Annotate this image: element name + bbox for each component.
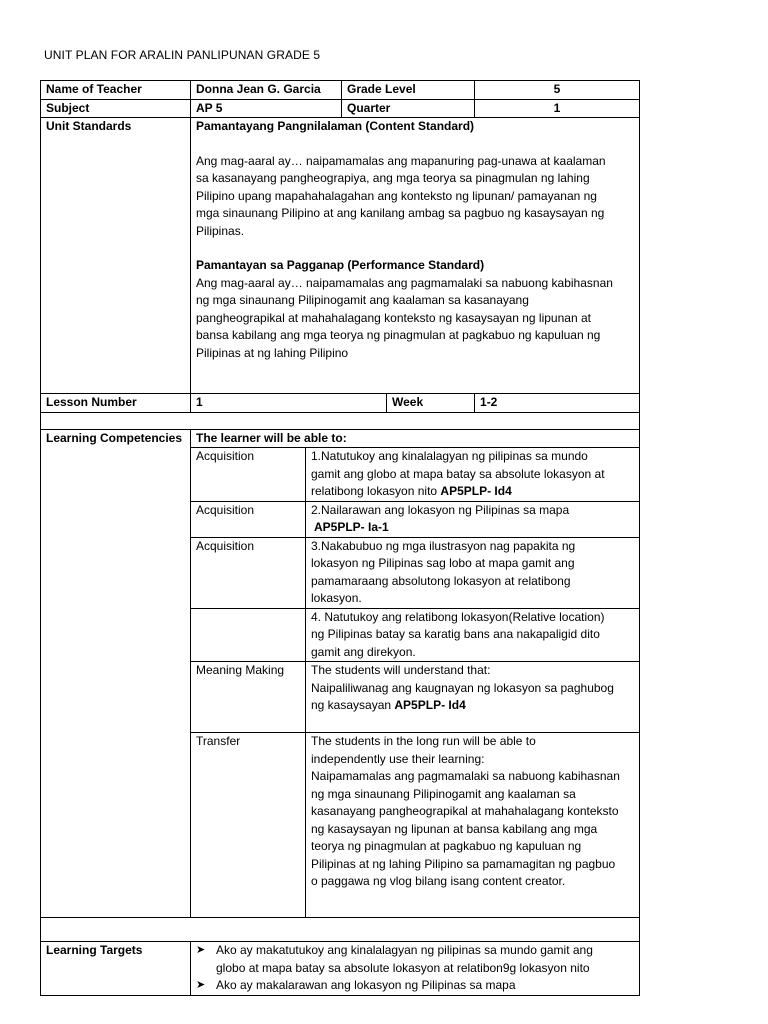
performance-standard-line: pangheograpikal at mahahalagang konteksto ng kasaysayan ng lipunan at	[196, 310, 591, 325]
competency-line: The students will understand that:	[311, 663, 491, 677]
quarter-label: Quarter	[342, 99, 475, 118]
quarter-value: 1	[475, 99, 640, 118]
content-standard-line: Pilipino upang mapahahalagahan ang konteksto ng lipunan/ pamayanan ng	[196, 188, 597, 203]
lesson-number-value: 1	[191, 394, 387, 413]
week-label: Week	[387, 394, 475, 413]
competency-type	[191, 608, 306, 662]
competency-type: Transfer	[191, 733, 306, 918]
performance-standard-line: ng mga sinaunang Pilipinogamit ang kaalaman sa kasanayang	[196, 293, 529, 307]
competency-text	[306, 448, 640, 502]
performance-standard-line: Pilipinas at ng lahing Pilipino	[196, 345, 349, 360]
competency-type: Acquisition	[191, 501, 306, 537]
grade-level-value: 5	[475, 81, 640, 100]
teacher-label: Name of Teacher	[41, 81, 191, 100]
unit-standards-content	[191, 118, 640, 394]
spacer-row	[41, 918, 640, 942]
competency-line: Naipaliliwanag ang kaugnayan ng lokasyon sa paghubog	[311, 680, 614, 695]
competency-line: 4. Natutukoy ang relatibong lokasyon(Relative location)	[311, 609, 605, 624]
competency-line: lokasyon.	[311, 591, 362, 605]
lesson-number-label: Lesson Number	[41, 394, 191, 413]
performance-standard-heading: Pamantayan sa Pagganap (Performance Standard)	[196, 258, 485, 272]
learning-competencies-label: Learning Competencies	[41, 429, 191, 918]
learning-target-line: Ako ay makatutukoy ang kinalalagyan ng pilipinas sa mundo gamit ang	[216, 943, 593, 957]
competency-line: 1.Natutukoy ang kinalalagyan ng pilipinas sa mundo	[311, 449, 588, 463]
arrowhead-bullet-icon: ➤	[196, 944, 206, 956]
teacher-name: Donna Jean G. Garcia	[191, 81, 342, 100]
competency-line: 2.Nailarawan ang lokasyon ng Pilipinas sa mapa	[311, 502, 570, 517]
content-standard-line: mga sinaunang Pilipino at ang kanilang ambag sa pagbuo ng kasaysayan ng	[196, 206, 605, 220]
week-value: 1-2	[475, 394, 640, 413]
teacher-row	[41, 81, 640, 100]
competency-line	[311, 697, 634, 715]
learning-target-item	[196, 942, 634, 977]
competency-line-text: relatibong lokasyon nito	[311, 484, 441, 498]
competency-line-text: ng kasaysayan	[311, 698, 395, 712]
content-standard-line: Pilipinas.	[196, 223, 245, 238]
competency-text	[306, 733, 640, 918]
competency-line: kasanayang pangheograpikal at mahahalagang konteksto	[311, 804, 619, 818]
competency-line: o paggawa ng vlog bilang isang content creator.	[311, 874, 566, 888]
competency-line: pamamaraang absolutong lokasyon at relatibong	[311, 573, 571, 588]
competency-line: Pilipinas at ng lahing Pilipino sa pamamagitan ng pagbuo	[311, 856, 616, 871]
learning-targets-row	[41, 942, 640, 996]
competency-type: Acquisition	[191, 537, 306, 608]
competency-code: AP5PLP- Ia-1	[314, 520, 389, 534]
competency-line: gamit ang globo at mapa batay sa absolute lokasyon at	[311, 466, 605, 481]
competency-line: 3.Nakabubuo ng mga ilustrasyon nag papakita ng	[311, 538, 576, 553]
performance-standard-line: bansa kabilang ang mga teorya ng pinagmulan at pagkabuo ng kapuluan ng	[196, 328, 601, 342]
learning-targets-list	[191, 942, 640, 996]
competency-code: AP5PLP- Id4	[394, 698, 466, 712]
spacer-cell	[41, 918, 640, 942]
spacer-cell	[41, 412, 640, 429]
unit-standards-label: Unit Standards	[41, 118, 191, 394]
competency-line: ng Pilipinas batay sa karatig bans ana nakapaligid dito	[311, 627, 600, 641]
content-standard-line: sa kasanayang pangheograpiya, ang mga teorya sa pinagmulan ng lahing	[196, 171, 590, 185]
competency-line: Naipamamalas ang pagmamalaki sa nabuong kabihasnan	[311, 769, 620, 783]
competency-line: ng kasaysayan ng lipunan at bansa kabilang ang mga	[311, 821, 598, 836]
content-standard-text	[196, 153, 634, 241]
competency-text	[306, 662, 640, 733]
competencies-intro-row	[41, 429, 640, 448]
spacer-row	[41, 412, 640, 429]
competency-line: teorya ng pinagmulan at pagkabuo ng kapuluan ng	[311, 839, 582, 853]
subject-label: Subject	[41, 99, 191, 118]
competency-code: AP5PLP- Id4	[440, 484, 512, 498]
competency-text	[306, 608, 640, 662]
subject-row	[41, 99, 640, 118]
performance-standard-text	[196, 275, 634, 363]
competency-text	[306, 537, 640, 608]
competency-text	[306, 501, 640, 537]
competency-line: ng mga sinaunang Pilipinogamit ang kaalaman sa	[311, 786, 576, 801]
content-standard-line: Ang mag-aaral ay… naipamamalas ang mapanuring pag-unawa at kaalaman	[196, 153, 606, 168]
subject-value: AP 5	[191, 99, 342, 118]
competencies-intro: The learner will be able to:	[191, 429, 640, 448]
learning-targets-label: Learning Targets	[41, 942, 191, 996]
competency-type: Acquisition	[191, 448, 306, 502]
arrowhead-bullet-icon: ➤	[196, 979, 206, 991]
unit-standards-row	[41, 118, 640, 394]
performance-standard-line: Ang mag-aaral ay… naipamamalas ang pagmamalaki sa nabuong kabihasnan	[196, 275, 613, 290]
lesson-row	[41, 394, 640, 413]
competency-line: lokasyon ng Pilipinas sag lobo at mapa gamit ang	[311, 556, 575, 570]
competency-line: The students in the long run will be able to	[311, 734, 536, 748]
learning-target-line: globo at mapa batay sa absolute lokasyon at relatibon9g lokasyon nito	[216, 960, 590, 975]
page-title: UNIT PLAN FOR ARALIN PANLIPUNAN GRADE 5	[44, 48, 321, 62]
content-standard-heading: Pamantayang Pangnilalaman (Content Standard)	[196, 119, 475, 133]
competency-type: Meaning Making	[191, 662, 306, 733]
learning-target-line: Ako ay makalarawan ang lokasyon ng Pilipinas sa mapa	[216, 978, 516, 992]
unit-plan-table	[40, 80, 640, 996]
competency-line: independently use their learning:	[311, 751, 485, 766]
learning-target-item	[196, 977, 634, 995]
competency-line	[311, 483, 634, 501]
competency-line: gamit ang direkyon.	[311, 644, 416, 659]
grade-level-label: Grade Level	[342, 81, 475, 100]
